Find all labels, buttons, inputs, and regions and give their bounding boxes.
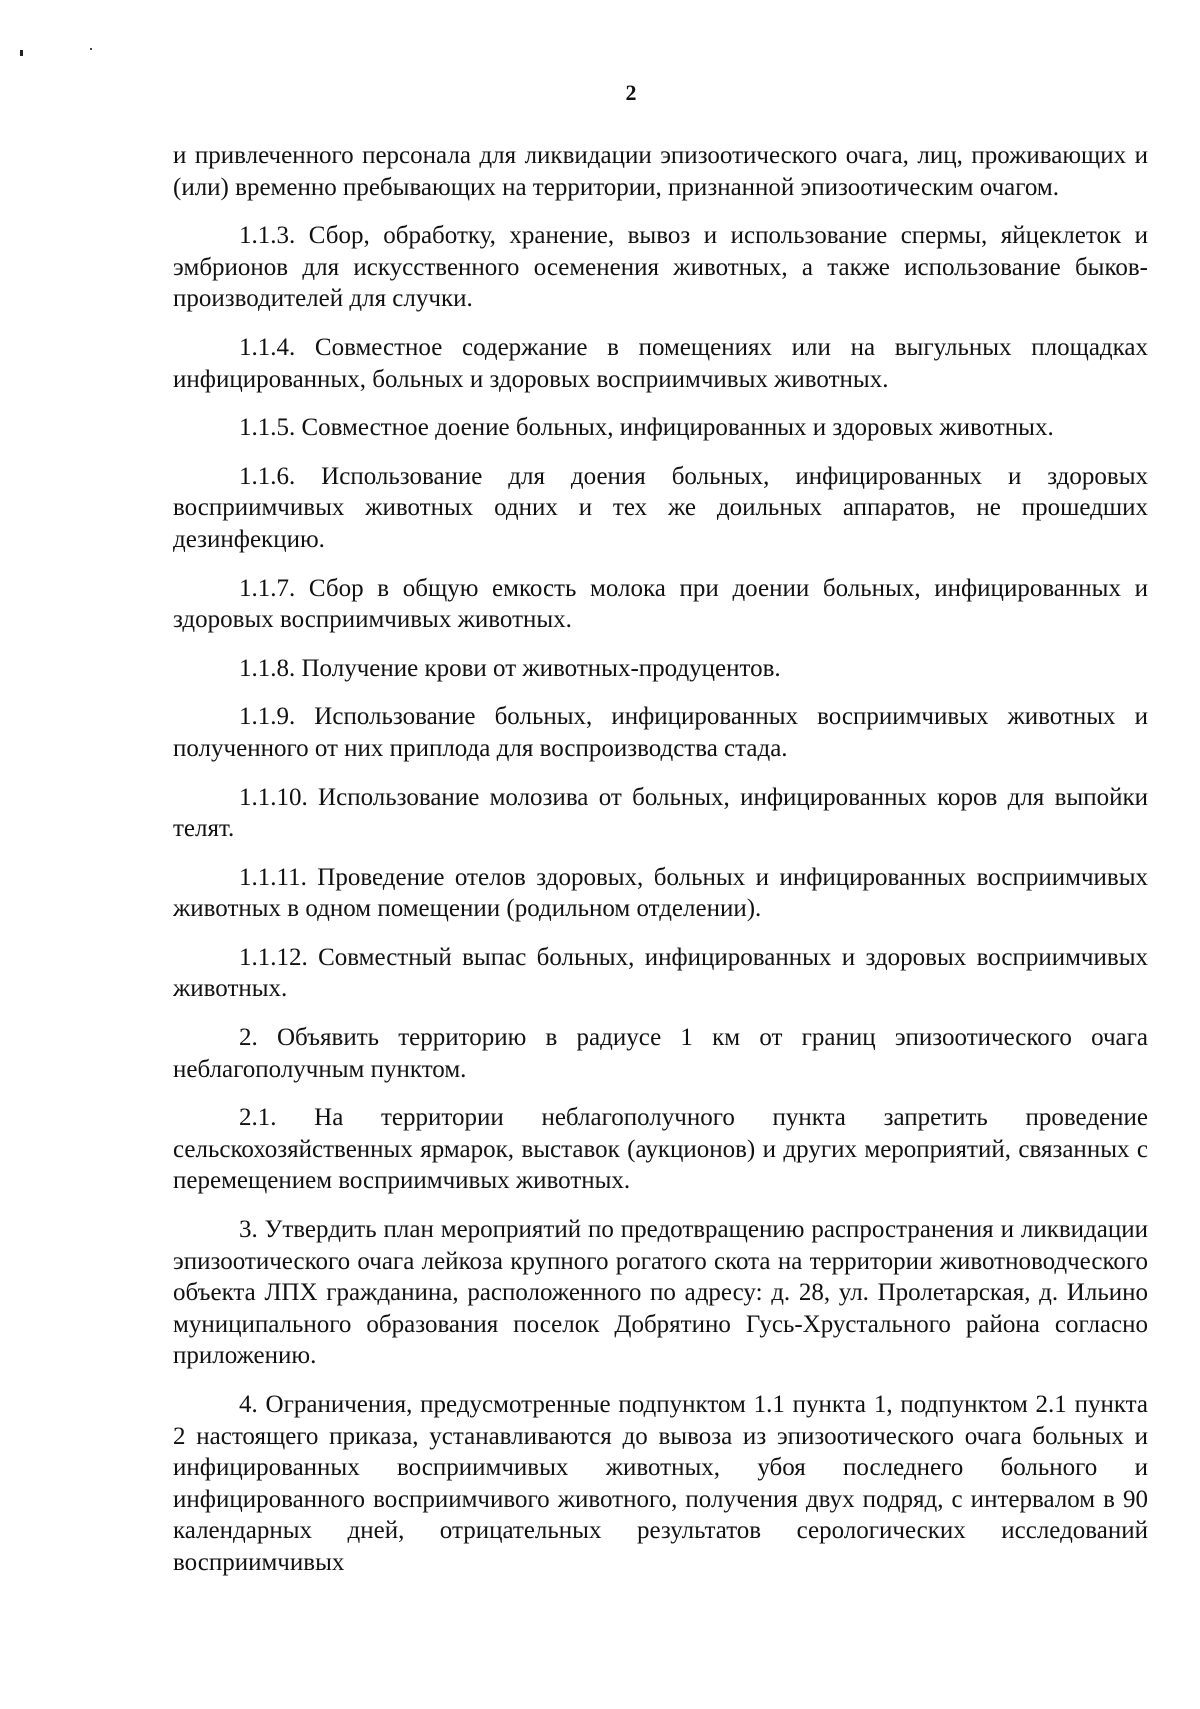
paragraph-1-1-7: 1.1.7. Сбор в общую емкость молока при доении больных, инфицированных и здоровых восприимчивых животных. <box>173 574 1148 634</box>
scan-dot <box>90 48 92 50</box>
paragraph-1-1-5: 1.1.5. Совместное доение больных, инфицированных и здоровых животных. <box>239 414 1054 442</box>
scan-mark <box>20 50 23 56</box>
paragraph-1-1-3: 1.1.3. Сбор, обработку, хранение, вывоз и использование спермы, яйцеклеток и эмбрионов для искусственного осеменения животных, а также использование быков-производителей для случки. <box>173 222 1148 313</box>
paragraph-1-1-10: 1.1.10. Использование молозива от больных, инфицированных коров для выпойки телят. <box>173 783 1148 843</box>
paragraph-3: 3. Утвердить план мероприятий по предотвращению распространения и ликвидации эпизоотического очага лейкоза крупного рогатого скота на территории животноводческого объекта ЛПХ гражданина, расположенного по адресу: д. 28, ул. Пролетарская, д. Ильино муниципального образования поселок Добрятино Гусь-Хрустального района согласно приложению. <box>173 1216 1148 1370</box>
paragraph-1-1-12: 1.1.12. Совместный выпас больных, инфицированных и здоровых восприимчивых животных. <box>173 943 1148 1003</box>
page-number: 2 <box>625 80 637 105</box>
paragraph-1-1-4: 1.1.4. Совместное содержание в помещениях или на выгульных площадках инфицированных, больных и здоровых восприимчивых животных. <box>173 333 1148 393</box>
paragraph-2-1: 2.1. На территории неблагополучного пункта запретить проведение сельскохозяйственных ярмарок, выставок (аукционов) и других мероприятий, связанных с перемещением восприимчивых животных. <box>173 1104 1148 1195</box>
paragraph-4: 4. Ограничения, предусмотренные подпунктом 1.1 пункта 1, подпунктом 2.1 пункта 2 настоящего приказа, устанавливаются до вывоза из эпизоотического очага больных и инфицированных восприимчивых животных, убоя последнего больного и инфицированного восприимчивого животного, получения двух подряд, с интервалом в 90 календарных дней, отрицательных результатов серологических исследований восприимчивых <box>173 1391 1148 1576</box>
paragraph-continuation: и привлеченного персонала для ликвидации эпизоотического очага, лиц, проживающих и (или) временно пребывающих на территории, признанной эпизоотическим очагом. <box>173 142 1148 201</box>
document-body <box>173 140 1148 1579</box>
paragraph-1-1-9: 1.1.9. Использование больных, инфицированных восприимчивых животных и полученного от них приплода для воспроизводства стада. <box>173 703 1148 762</box>
paragraph-1-1-8: 1.1.8. Получение крови от животных-продуцентов. <box>239 654 781 682</box>
paragraph-1-1-6: 1.1.6. Использование для доения больных, инфицированных и здоровых восприимчивых животных одних и тех же доильных аппаратов, не прошедших дезинфекцию. <box>173 462 1148 553</box>
paragraph-2: 2. Объявить территорию в радиусе 1 км от границ эпизоотического очага неблагополучным пунктом. <box>173 1024 1148 1083</box>
paragraph-1-1-11: 1.1.11. Проведение отелов здоровых, больных и инфицированных восприимчивых животных в одном помещении (родильном отделении). <box>173 863 1148 923</box>
